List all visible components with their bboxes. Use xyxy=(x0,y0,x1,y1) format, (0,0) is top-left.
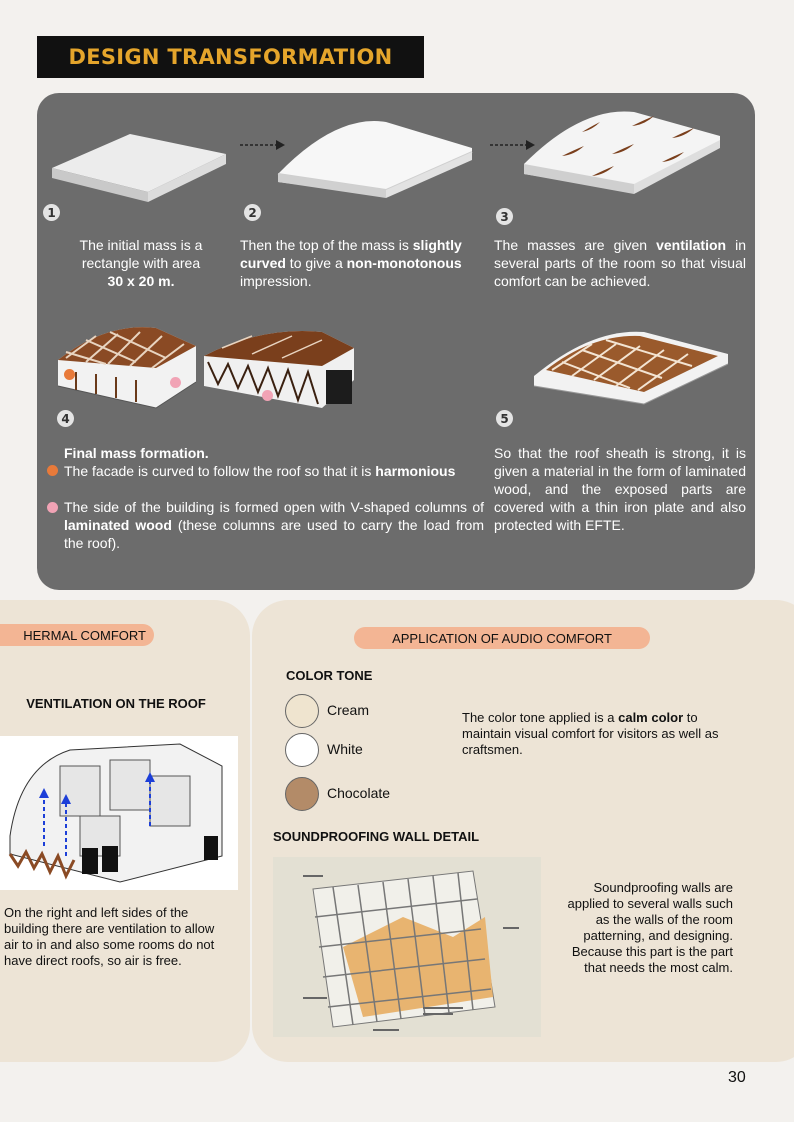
step-5-badge: 5 xyxy=(496,410,513,427)
step-4-p1-bold: harmonious xyxy=(375,463,456,479)
step-4-badge: 4 xyxy=(57,410,74,427)
step-2-text-c: impression. xyxy=(240,273,312,289)
pink-marker-image-b xyxy=(262,390,273,401)
color-text-c: to maintain visual comfort for visitors as well as craftsmen. xyxy=(462,710,719,757)
page-number: 30 xyxy=(728,1069,746,1086)
step-5-text: So that the roof sheath is strong, it is given a material in the form of laminated wood, and the exposed parts are covered with a thin iron plate and also protected with EFTE. xyxy=(494,445,746,533)
ventilation-description: On the right and left sides of the building there are ventilation to allow air to in and also some rooms do not have direct roofs, so air is free. xyxy=(4,905,215,968)
step1-mass-illustration xyxy=(50,128,230,208)
step-2-text-a: Then the top of the mass is xyxy=(240,237,413,253)
ventilation-heading: VENTILATION ON THE ROOF xyxy=(26,696,206,711)
step-3-bold: ventilation xyxy=(656,237,727,253)
color-tone-heading: COLOR TONE xyxy=(286,668,373,683)
color-text-bold: calm color xyxy=(618,710,684,725)
step-2-bold-a: slightly curved xyxy=(240,237,462,271)
step2-curved-mass-illustration xyxy=(276,112,474,202)
cream-swatch xyxy=(285,694,319,728)
step-2-text xyxy=(240,236,480,290)
step3-ventilated-mass-illustration xyxy=(522,104,722,200)
orange-bullet xyxy=(47,465,58,476)
step-1-text xyxy=(52,236,230,290)
step-4-paragraph-2 xyxy=(64,498,484,552)
step-4-p2-text-a: The side of the building is formed open with V-shaped columns of xyxy=(64,499,484,515)
color-text-a: The color tone applied is a xyxy=(462,710,619,725)
step-1-line-3: 30 x 20 m. xyxy=(107,273,175,289)
page-title-box xyxy=(37,36,424,78)
step4-final-mass-image-a xyxy=(56,322,198,410)
thermal-comfort-pill xyxy=(0,624,154,646)
step5-roof-sheath-illustration xyxy=(532,326,732,406)
white-swatch xyxy=(285,733,319,767)
chocolate-swatch xyxy=(285,777,319,811)
step-1-badge: 1 xyxy=(43,204,60,221)
orange-marker-image xyxy=(64,369,75,380)
step-3-text xyxy=(494,236,746,290)
step-4-heading: Final mass formation. xyxy=(64,445,209,461)
step4-final-mass-image-b xyxy=(202,326,356,410)
ventilation-roof-illustration xyxy=(0,736,238,890)
cream-label: Cream xyxy=(327,702,370,718)
step-2-badge: 2 xyxy=(244,204,261,221)
pink-marker-image-a xyxy=(170,377,181,388)
thermal-comfort-pill-label: HERMAL COMFORT xyxy=(23,627,146,643)
step-3-text-a: The masses are given xyxy=(494,237,657,253)
pink-bullet xyxy=(47,502,58,513)
step-4-paragraph-1 xyxy=(64,462,484,480)
audio-comfort-pill-label: APPLICATION OF AUDIO COMFORT xyxy=(392,630,612,646)
step-3-text-b: in several parts of the room so that visual comfort can be achieved. xyxy=(494,237,746,289)
soundproofing-heading: SOUNDPROOFING WALL DETAIL xyxy=(273,829,480,844)
page-title: DESIGN TRANSFORMATION xyxy=(68,45,393,69)
step-1-line-1: The initial mass is a xyxy=(79,237,203,253)
step-3-badge: 3 xyxy=(496,208,513,225)
step-4-p2-text-b: (these columns are used to carry the load from the roof). xyxy=(64,517,484,551)
step-4-p1-text: The facade is curved to follow the roof so that it is xyxy=(64,463,376,479)
step-2-bold-b: non-monotonous xyxy=(346,255,462,271)
soundproofing-description: Soundproofing walls are applied to several walls such as the walls of the room patterning, and designing. Because this part is the part that needs the most calm. xyxy=(567,880,733,975)
chocolate-label: Chocolate xyxy=(327,785,391,801)
soundproofing-wall-drawing xyxy=(273,857,541,1037)
step-2-text-b: to give a xyxy=(285,255,347,271)
step-1-line-2: rectangle with area xyxy=(81,255,201,271)
step-4-p2-bold: laminated wood xyxy=(64,517,172,533)
color-tone-description xyxy=(462,710,740,758)
audio-comfort-pill xyxy=(354,627,650,649)
white-label: White xyxy=(327,741,363,757)
